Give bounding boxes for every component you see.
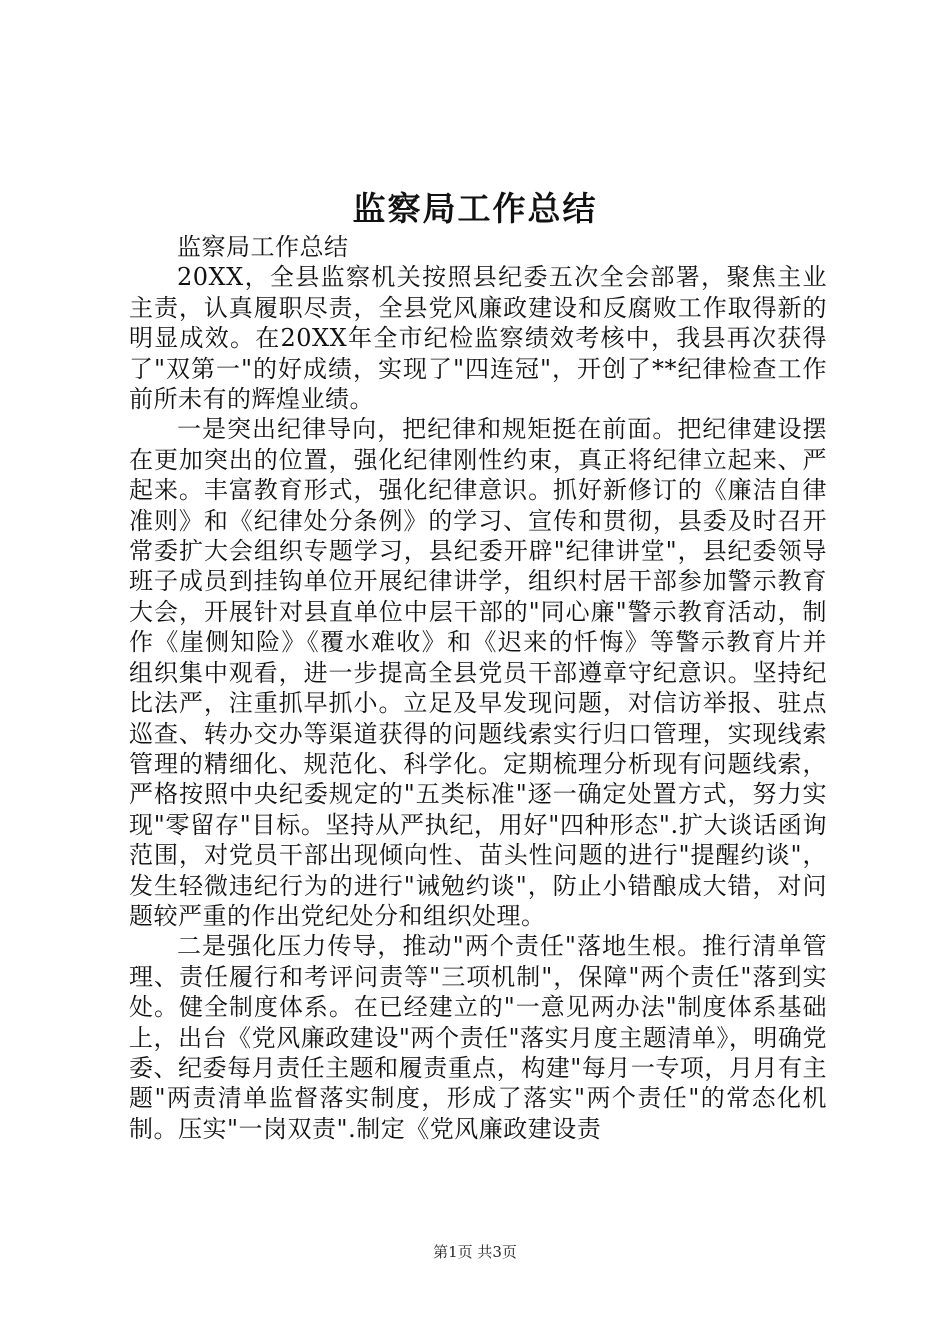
document-title: 监察局工作总结 <box>352 189 598 228</box>
paragraph-heading: 监察局工作总结 <box>177 233 349 261</box>
paragraph-point-two: 二是强化压力传导，推动"两个责任"落地生根。推行清单管理、责任履行和考评问责等"三项机制"，保障"两个责任"落到实处。健全制度体系。在已经建立的"一意见两办法"制度体系基础上，出台《党风廉政建设"两个责任"落实月度主题清单》，明确党委、纪委每月责任主题和履责重点，构建"每月一专项，月月有主题"两责清单监督落实制度，形成了落实"两个责任"的常态化机制。压实"一岗双责".制定《党风廉政建设责 <box>129 932 827 1143</box>
document-body <box>129 232 827 1144</box>
page-number-footer: 第1页 共3页 <box>433 1243 517 1261</box>
paragraph-intro: 20XX，全县监察机关按照县纪委五次全会部署，聚焦主业主责，认真履职尽责，全县党风廉政建设和反腐败工作取得新的明显成效。在20XX年全市纪检监察绩效考核中，我县再次获得了"双第一"的好成绩，实现了"四连冠"，开创了**纪律检查工作前所未有的辉煌业绩。 <box>129 263 827 414</box>
paragraph-point-one: 一是突出纪律导向，把纪律和规矩挺在前面。把纪律建设摆在更加突出的位置，强化纪律刚性约束，真正将纪律立起来、严起来。丰富教育形式，强化纪律意识。抓好新修订的《廉洁自律准则》和《纪律处分条例》的学习、宣传和贯彻，县委及时召开常委扩大会组织专题学习，县纪委开辟"纪律讲堂"，县纪委领导班子成员到挂钩单位开展纪律讲学，组织村居干部参加警示教育大会，开展针对县直单位中层干部的"同心廉"警示教育活动，制作《崖侧知险》《覆水难收》和《迟来的忏悔》等警示教育片并组织集中观看，进一步提高全县党员干部遵章守纪意识。坚持纪比法严，注重抓早抓小。立足及早发现问题，对信访举报、驻点巡查、转办交办等渠道获得的问题线索实行归口管理，实现线索管理的精细化、规范化、科学化。定期梳理分析现有问题线索，严格按照中央纪委规定的"五类标准"逐一确定处置方式，努力实现"零留存"目标。坚持从严执纪，用好"四种形态".扩大谈话函询范围，对党员干部出现倾向性、苗头性问题的进行"提醒约谈"，发生轻微违纪行为的进行"诫勉约谈"，防止小错酿成大错，对问题较严重的作出党纪处分和组织处理。 <box>129 415 827 930</box>
